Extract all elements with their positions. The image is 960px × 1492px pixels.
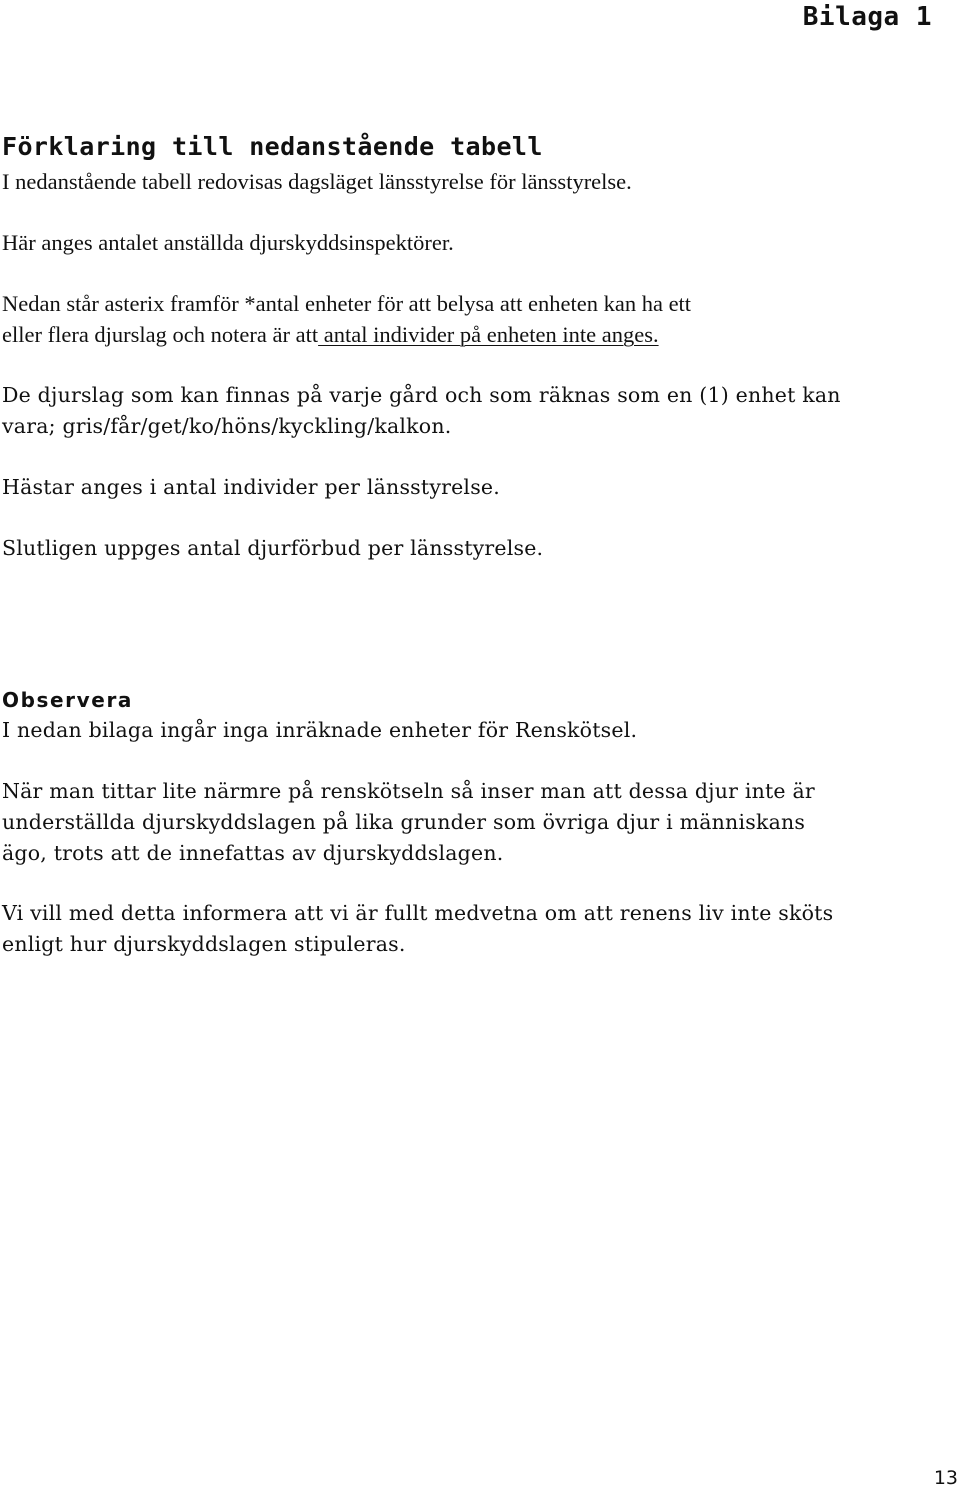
observe-heading: Observera [2,688,134,712]
asterix-line-2 [2,319,691,350]
asterix-line-2-text: eller flera djurslag och notera är att [2,322,319,347]
reindeer-line: I nedan bilaga ingår inga inräknade enheter för Renskötsel. [2,718,638,742]
reindeer-paragraph [2,776,815,869]
horses-line: Hästar anges i antal individer per länsstyrelse. [2,475,500,499]
inform-line-1: Vi vill med detta informera att vi är fullt medvetna om att renens liv inte sköts [2,901,834,925]
intro-line: I nedanstående tabell redovisas dagsläget länsstyrelse för länsstyrelse. [2,169,632,194]
species-line-1: De djurslag som kan finnas på varje gård och som räknas som en (1) enhet kan [2,383,841,407]
species-paragraph [2,380,841,442]
species-line-2: vara; gris/får/get/ko/höns/kyckling/kalkon. [2,414,452,438]
page-number: 13 [933,1467,958,1489]
reindeer-para-line-2: underställda djurskyddslagen på lika grunder som övriga djur i människans [2,810,806,834]
asterix-line-1: Nedan står asterix framför *antal enheter för att belysa att enheten kan ha ett [2,291,692,316]
inform-paragraph [2,898,833,960]
asterix-paragraph [2,288,691,350]
reindeer-para-line-1: När man tittar lite närmre på renskötseln så inser man att dessa djur inte är [2,779,815,803]
explanation-heading: Förklaring till nedanstående tabell [2,132,543,161]
annex-label: Bilaga 1 [802,2,932,32]
underlined-note: antal individer på enheten inte anges. [318,322,659,347]
inform-line-2: enligt hur djurskyddslagen stipuleras. [2,932,406,956]
bans-line: Slutligen uppges antal djurförbud per länsstyrelse. [2,536,544,560]
inspectors-line: Här anges antalet anställda djurskyddsinspektörer. [2,230,454,255]
reindeer-para-line-3: ägo, trots att de innefattas av djurskyddslagen. [2,841,504,865]
